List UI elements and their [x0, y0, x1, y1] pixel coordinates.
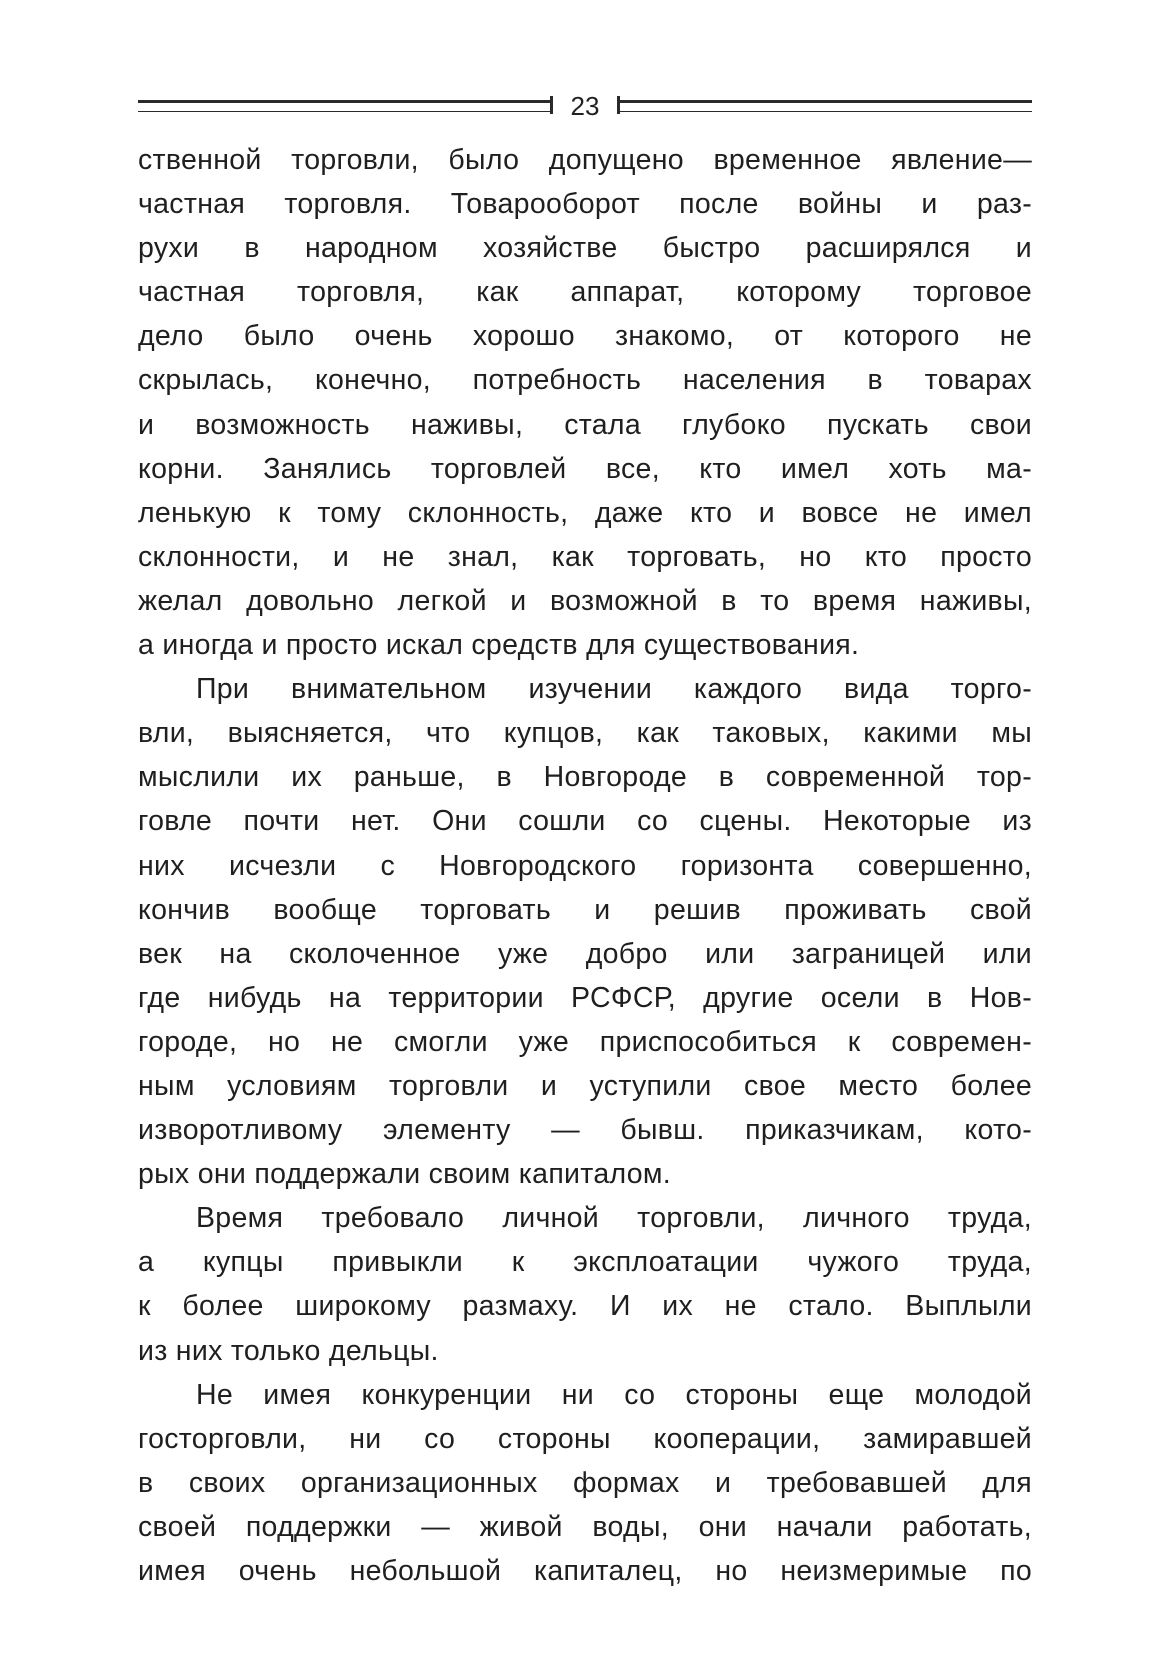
text-line: При внимательном изучении каждого вида торго-	[196, 673, 1032, 706]
text-line: них исчезли с Новгородского горизонта совершенно,	[138, 849, 1032, 882]
text-line: рых они поддержали своим капиталом.	[138, 1158, 671, 1191]
text-line: ленькую к тому склонность, даже кто и вовсе не имел	[138, 496, 1032, 529]
text-line: мыслили их раньше, в Новгороде в современной тор-	[138, 761, 1032, 794]
page-number: 23	[570, 90, 600, 121]
text-line: где нибудь на территории РСФСР, другие осели в Нов-	[138, 981, 1032, 1014]
body-text	[138, 138, 1032, 1593]
text-line: говле почти нет. Они сошли со сцены. Некоторые из	[138, 805, 1032, 838]
text-line: частная торговля. Товарооборот после войны и раз-	[138, 188, 1032, 221]
text-line: а купцы привыкли к эксплоатации чужого труда,	[138, 1246, 1032, 1279]
text-line: рухи в народном хозяйстве быстро расширялся и	[138, 232, 1032, 265]
text-line: изворотливому элементу — бывш. приказчикам, кото-	[138, 1114, 1032, 1147]
text-line: ственной торговли, было допущено временное явление—	[138, 144, 1032, 176]
text-line: частная торговля, как аппарат, которому торговое	[138, 276, 1032, 309]
text-line: своей поддержки — живой воды, они начали работать,	[138, 1510, 1032, 1543]
text-line: и возможность наживы, стала глубоко пускать свои	[138, 408, 1032, 441]
header-rule-right	[619, 100, 1032, 112]
text-line: скрылась, конечно, потребность населения в товарах	[138, 364, 1032, 397]
text-line: кончив вообще торговать и решив проживать свой	[138, 893, 1032, 926]
text-line: в своих организационных формах и требовавшей для	[138, 1466, 1032, 1499]
text-line: имея очень небольшой капиталец, но неизмеримые по	[138, 1555, 1032, 1587]
text-line: желал довольно легкой и возможной в то время наживы,	[138, 584, 1032, 617]
running-head	[138, 88, 1032, 124]
text-line: век на сколоченное уже добро или заграницей или	[138, 937, 1032, 970]
text-line: ным условиям торговли и уступили свое место более	[138, 1069, 1032, 1102]
text-line: к более широкому размаху. И их не стало. Выплыли	[138, 1290, 1032, 1323]
text-line: госторговли, ни со стороны кооперации, замиравшей	[138, 1422, 1032, 1455]
text-line: корни. Занялись торговлей все, кто имел хоть ма-	[138, 452, 1032, 485]
text-line: Не имея конкуренции ни со стороны еще молодой	[196, 1378, 1032, 1411]
text-line: из них только дельцы.	[138, 1334, 439, 1367]
header-rule-left	[138, 100, 551, 112]
text-line: дело было очень хорошо знакомо, от которого не	[138, 320, 1032, 353]
text-line: городе, но не смогли уже приспособиться к современ-	[138, 1025, 1032, 1058]
text-line: вли, выясняется, что купцов, как таковых, какими мы	[138, 717, 1032, 750]
text-line: склонности, и не знал, как торговать, но кто просто	[138, 540, 1032, 573]
text-line: Время требовало личной торговли, личного труда,	[196, 1202, 1032, 1235]
text-line: а иногда и просто искал средств для существования.	[138, 629, 860, 662]
